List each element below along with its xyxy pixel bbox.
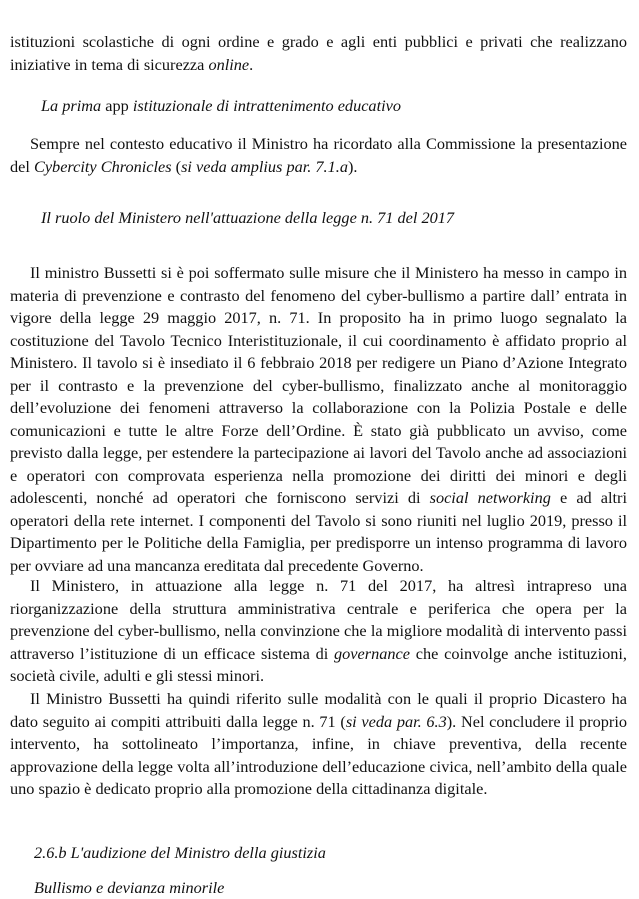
online-term: online <box>208 54 250 74</box>
top-paragraph-line-1: istituzioni scolastiche di ogni ordine e grado e agli enti pubblici e privati che realizzano <box>10 32 627 51</box>
paragraph-cybercity-text: Sempre nel contesto educativo il Ministro ha ricordato alla Commissione la presentazione del Cybercity Chronicles (si veda amplius par. 7.1.a). <box>10 134 627 176</box>
heading-app-istituzionale: La prima app istituzionale di intrattenimento educativo <box>41 96 401 115</box>
heading-ruolo-ministero: Il ruolo del Ministero nell'attuazione della legge n. 71 del 2017 <box>41 208 455 227</box>
paragraph-riorganizzazione <box>10 575 627 688</box>
paragraph-conclusione <box>10 688 627 801</box>
paragraph-bussetti-text: Il ministro Bussetti si è poi soffermato sulle misure che il Ministero ha messo in campo in materia di prevenzione e contrasto del fenomeno del cyber-bullismo a partire dall’ entrata in vigore della legge 29 maggio 2017, n. 71. In proposito ha in primo luogo segnalato la costituzione del Tavolo Tecnico Interistituzionale, il cui coordinamento è affidato proprio al Ministero. Il tavolo si è insediato il 6 febbraio 2018 per redigere un Piano d’Azione Integrato per il contrasto e la prevenzione del cyber-bullismo, finalizzato anche al monitoraggio dell’evoluzione dei fenomeni attraverso la collaborazione con la Polizia Postale e delle comunicazioni e tutte le altre Forze dell’Ordine. È stato già pubblicato un avviso, come previsto dalla legge, per estendere la partecipazione ai lavori del Tavolo anche ad associazioni e operatori con comprovata esperienza nella promozione dei diritti dei minori e degli adolescenti, nonché ad operatori che forniscono servizi di social networking e ad altri operatori della rete internet. I componenti del Tavolo si sono riuniti nel luglio 2019, presso il Dipartimento per le Politiche della Famiglia, per predisporre un intenso programma di lavoro per ovviare ad una mancanza ereditata dal precedente Governo. <box>10 263 628 575</box>
top-paragraph <box>10 31 627 76</box>
top-paragraph-line-2: iniziative in tema di sicurezza online. <box>10 54 254 74</box>
paragraph-conclusione-text: Il Ministro Bussetti ha quindi riferito sulle modalità con le quali il proprio Dicastero ha dato seguito ai compiti attribuiti dalla legge n. 71 (si veda par. 6.3). Nel concludere il proprio intervento, ha sottolineato l’importanza, infine, in chiave preventiva, della recente approvazione della legge volta all’introduzione dell’educazione civica, nell’ambito della quale uno spazio è dedicato proprio alla promozione della cittadinanza digitale. <box>10 689 627 798</box>
paragraph-riorganizzazione-text: Il Ministero, in attuazione alla legge n. 71 del 2017, ha altresì intrapreso una riorganizzazione della struttura amministrativa centrale e periferica che opera per la prevenzione del cyber-bullismo, nella convinzione che la migliore modalità di intervento passi attraverso l’istituzione di un efficace sistema di governance che coinvolge anche istituzioni, società civile, adulti e gli stessi minori. <box>10 576 628 685</box>
heading-bullismo-devianza: Bullismo e devianza minorile <box>34 878 225 897</box>
paragraph-bussetti <box>10 262 627 577</box>
heading-audizione-ministro-giustizia: 2.6.b L'audizione del Ministro della giustizia <box>34 843 326 862</box>
paragraph-cybercity <box>10 133 627 178</box>
